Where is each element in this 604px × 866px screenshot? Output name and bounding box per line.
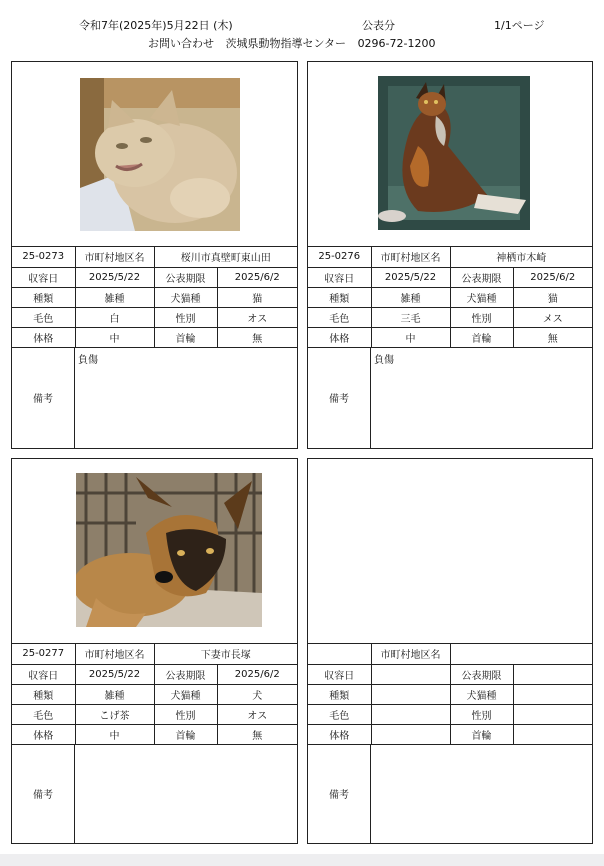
species-label: 犬猫種 [154,684,217,704]
species-value: 犬 [217,684,297,704]
intake-date-label: 収容日 [12,267,75,287]
animal-card-empty [307,458,593,844]
sex-value: オス [217,307,297,327]
intake-date-value [371,664,450,684]
photo-area [308,62,592,247]
remarks-label: 備考 [12,347,75,448]
municipality-label: 市町村地区名 [371,247,450,267]
cat-photo[interactable] [378,76,530,230]
animal-info-table [12,247,297,348]
collar-value: 無 [513,327,592,347]
kind-label: 種類 [12,684,75,704]
animal-card [11,61,298,449]
coat-value: 三毛 [371,307,450,327]
municipality-label: 市町村地区名 [75,644,154,664]
coat-label: 毛色 [308,307,371,327]
intake-date-label: 収容日 [12,664,75,684]
size-label: 体格 [308,327,371,347]
kind-label: 種類 [308,287,371,307]
animal-card [307,61,593,449]
center-phone[interactable]: 0296-72-1200 [357,37,436,50]
sex-label: 性別 [154,307,217,327]
species-value: 猫 [217,287,297,307]
size-value: 中 [371,327,450,347]
intake-date-value: 2025/5/22 [75,664,154,684]
collar-label: 首輪 [450,724,513,744]
sex-value: メス [513,307,592,327]
publish-deadline-value: 2025/6/2 [513,267,592,287]
species-label: 犬猫種 [450,287,513,307]
municipality-value: 桜川市真壁町東山田 [154,247,297,267]
publish-deadline-value: 2025/6/2 [217,267,297,287]
sex-value: オス [217,704,297,724]
coat-label: 毛色 [12,307,75,327]
size-label: 体格 [12,724,75,744]
municipality-label: 市町村地区名 [75,247,154,267]
kind-value: 雑種 [75,684,154,704]
animal-id: 25-0277 [12,644,75,664]
intake-date-label: 収容日 [308,267,371,287]
publish-deadline-label: 公表期限 [154,664,217,684]
size-label: 体格 [12,327,75,347]
collar-label: 首輪 [154,724,217,744]
municipality-value: 神栖市木崎 [450,247,592,267]
kind-value: 雑種 [371,287,450,307]
publish-deadline-label: 公表期限 [450,664,513,684]
contact-label: お問い合わせ [148,37,214,50]
remarks-section [308,744,592,843]
cat-photo[interactable] [80,78,240,231]
coat-label: 毛色 [12,704,75,724]
municipality-value: 下妻市長塚 [154,644,297,664]
animal-id: 25-0276 [308,247,371,267]
kind-label: 種類 [308,684,371,704]
photo-area [12,62,297,247]
photo-area [308,459,592,644]
sex-label: 性別 [450,704,513,724]
remarks-label: 備考 [12,744,75,843]
species-label: 犬猫種 [450,684,513,704]
coat-label: 毛色 [308,704,371,724]
collar-label: 首輪 [154,327,217,347]
page-bottom-bar [0,854,604,866]
animal-id: 25-0273 [12,247,75,267]
collar-value [513,724,592,744]
center-name: 茨城県動物指導センター [225,37,347,50]
sex-label: 性別 [154,704,217,724]
sex-label: 性別 [450,307,513,327]
coat-value [371,704,450,724]
photo-area [12,459,297,644]
page-indicator: 1/1ページ [494,19,545,32]
kind-label: 種類 [12,287,75,307]
municipality-value [450,644,592,664]
kind-value [371,684,450,704]
remarks-value: 負傷 [78,355,98,366]
remarks-value: 負傷 [374,355,394,366]
coat-value: こげ茶 [75,704,154,724]
intake-date-value: 2025/5/22 [371,267,450,287]
publish-deadline-value: 2025/6/2 [217,664,297,684]
collar-label: 首輪 [450,327,513,347]
animal-card [11,458,298,844]
kind-value: 雑種 [75,287,154,307]
intake-date-label: 収容日 [308,664,371,684]
remarks-section [12,744,297,843]
remarks-section [12,347,297,448]
publish-deadline-label: 公表期限 [450,267,513,287]
remarks-section [308,347,592,448]
collar-value: 無 [217,724,297,744]
publish-type: 公表分 [362,19,395,32]
remarks-label: 備考 [308,347,371,448]
contact-line [148,35,436,51]
dog-photo[interactable] [76,473,262,627]
intake-date-value: 2025/5/22 [75,267,154,287]
size-label: 体格 [308,724,371,744]
publish-deadline-value [513,664,592,684]
species-value [513,684,592,704]
publish-deadline-label: 公表期限 [154,267,217,287]
document-date: 令和7年(2025年)5月22日 (木) [79,19,233,32]
animal-id [308,644,371,664]
size-value: 中 [75,327,154,347]
species-value: 猫 [513,287,592,307]
animal-info-table [308,644,592,745]
species-label: 犬猫種 [154,287,217,307]
size-value [371,724,450,744]
size-value: 中 [75,724,154,744]
sex-value [513,704,592,724]
animal-info-table [308,247,592,348]
collar-value: 無 [217,327,297,347]
animal-info-table [12,644,297,745]
coat-value: 白 [75,307,154,327]
remarks-label: 備考 [308,744,371,843]
municipality-label: 市町村地区名 [371,644,450,664]
